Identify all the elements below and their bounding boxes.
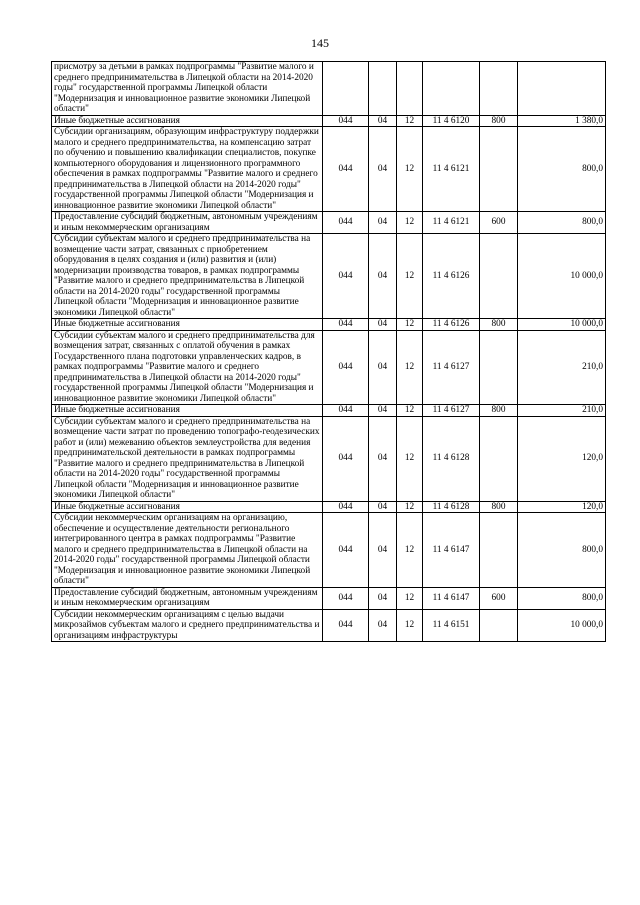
row-amount: 10 000,0 — [518, 319, 606, 331]
row-target-article-code: 11 4 6147 — [423, 513, 480, 588]
row-subsection-code: 12 — [397, 609, 423, 642]
table-row — [52, 513, 606, 588]
row-amount: 1 380,0 — [518, 115, 606, 127]
row-subsection-code: 12 — [397, 513, 423, 588]
table-row — [52, 234, 606, 319]
table-row — [52, 330, 606, 405]
table-row — [52, 587, 606, 609]
row-amount: 10 000,0 — [518, 609, 606, 642]
row-section-code: 04 — [369, 513, 397, 588]
row-section-code: 04 — [369, 501, 397, 513]
row-expense-type-code — [480, 513, 518, 588]
row-section-code: 04 — [369, 127, 397, 212]
row-subsection-code: 12 — [397, 115, 423, 127]
row-amount: 800,0 — [518, 127, 606, 212]
row-subsection-code: 12 — [397, 127, 423, 212]
row-section-code: 04 — [369, 330, 397, 405]
row-expense-type-code — [480, 416, 518, 501]
row-description: Иные бюджетные ассигнования — [52, 115, 323, 127]
row-subsection-code — [397, 62, 423, 116]
row-description: Субсидии субъектам малого и среднего предпринимательства для возмещения затрат, связанных с оплатой обучения в рамках Государственного плана подготовки управленческих кадров, в рамках подпрограммы "Развитие малого и среднего предпринимательства в Липецкой области на 2014-2020 годы" государственной программы Липецкой области "Модернизация и инновационное развитие экономики Липецкой области" — [52, 330, 323, 405]
row-target-article-code: 11 4 6126 — [423, 319, 480, 331]
table-row — [52, 319, 606, 331]
budget-table — [51, 61, 606, 642]
row-target-article-code: 11 4 6126 — [423, 234, 480, 319]
row-target-article-code: 11 4 6127 — [423, 405, 480, 417]
row-amount: 210,0 — [518, 405, 606, 417]
row-description: Иные бюджетные ассигнования — [52, 319, 323, 331]
row-description: Субсидии некоммерческим организациям на организацию, обеспечение и осуществление деятельности регионального интегрированного центра в рамках подпрограммы "Развитие малого и среднего предпринимательства в Липецкой области на 2014-2020 годы" государственной программы Липецкой области "Модернизация и инновационное развитие экономики Липецкой области" — [52, 513, 323, 588]
row-subsection-code: 12 — [397, 405, 423, 417]
row-subsection-code: 12 — [397, 416, 423, 501]
row-expense-type-code — [480, 62, 518, 116]
row-description: Субсидии некоммерческим организациям с целью выдачи микрозаймов субъектам малого и среднего предпринимательства и организациям инфраструктуры — [52, 609, 323, 642]
row-target-article-code — [423, 62, 480, 116]
row-target-article-code: 11 4 6121 — [423, 212, 480, 234]
row-target-article-code: 11 4 6147 — [423, 587, 480, 609]
row-ministry-code: 044 — [323, 330, 369, 405]
row-ministry-code: 044 — [323, 234, 369, 319]
row-description: Иные бюджетные ассигнования — [52, 405, 323, 417]
row-section-code — [369, 62, 397, 116]
row-amount: 800,0 — [518, 513, 606, 588]
row-expense-type-code: 800 — [480, 319, 518, 331]
table-row — [52, 127, 606, 212]
row-section-code: 04 — [369, 234, 397, 319]
row-amount — [518, 62, 606, 116]
table-row — [52, 212, 606, 234]
row-amount: 120,0 — [518, 416, 606, 501]
table-row — [52, 62, 606, 116]
row-description: Субсидии организациям, образующим инфраструктуру поддержки малого и среднего предпринимательства, на компенсацию затрат по обучению и повышению квалификации специалистов, покупке компьютерного оборудования и лицензионного программного обеспечения в рамках подпрограммы "Развитие малого и среднего предпринимательства в Липецкой области на 2014-2020 годы" государственной программы Липецкой области "Модернизация и инновационное развитие экономики Липецкой области" — [52, 127, 323, 212]
row-amount: 120,0 — [518, 501, 606, 513]
row-description: Субсидии субъектам малого и среднего предпринимательства на возмещение части затрат по проведению топографо-геодезических работ и (или) межеванию объектов землеустройства для ведения предпринимательской деятельности в рамках подпрограммы "Развитие малого и среднего предпринимательства в Липецкой области на 2014-2020 годы" государственной программы Липецкой области "Модернизация и инновационное развитие экономики Липецкой области" — [52, 416, 323, 501]
row-expense-type-code — [480, 609, 518, 642]
row-subsection-code: 12 — [397, 319, 423, 331]
row-section-code: 04 — [369, 587, 397, 609]
row-ministry-code — [323, 62, 369, 116]
row-ministry-code: 044 — [323, 127, 369, 212]
row-ministry-code: 044 — [323, 405, 369, 417]
row-expense-type-code: 800 — [480, 405, 518, 417]
budget-table-body — [52, 62, 606, 642]
table-row — [52, 416, 606, 501]
table-row — [52, 115, 606, 127]
row-section-code: 04 — [369, 212, 397, 234]
row-subsection-code: 12 — [397, 234, 423, 319]
page-number: 145 — [311, 36, 329, 50]
row-expense-type-code: 600 — [480, 212, 518, 234]
row-target-article-code: 11 4 6120 — [423, 115, 480, 127]
row-expense-type-code: 600 — [480, 587, 518, 609]
row-expense-type-code: 800 — [480, 115, 518, 127]
row-ministry-code: 044 — [323, 416, 369, 501]
row-target-article-code: 11 4 6151 — [423, 609, 480, 642]
row-ministry-code: 044 — [323, 587, 369, 609]
row-expense-type-code — [480, 234, 518, 319]
row-section-code: 04 — [369, 319, 397, 331]
row-target-article-code: 11 4 6127 — [423, 330, 480, 405]
row-expense-type-code: 800 — [480, 501, 518, 513]
row-description: Иные бюджетные ассигнования — [52, 501, 323, 513]
row-section-code: 04 — [369, 115, 397, 127]
row-ministry-code: 044 — [323, 609, 369, 642]
row-target-article-code: 11 4 6128 — [423, 501, 480, 513]
row-target-article-code: 11 4 6121 — [423, 127, 480, 212]
row-description: Субсидии субъектам малого и среднего предпринимательства на возмещение части затрат, связанных с приобретением оборудования в целях создания и (или) развития и (или) модернизации производства товаров, в рамках подпрограммы "Развитие малого и среднего предпринимательства в Липецкой области на 2014-2020 годы" государственной программы Липецкой области "Модернизация и инновационное развитие экономики Липецкой области" — [52, 234, 323, 319]
row-ministry-code: 044 — [323, 115, 369, 127]
table-row — [52, 501, 606, 513]
row-amount: 800,0 — [518, 212, 606, 234]
row-subsection-code: 12 — [397, 212, 423, 234]
row-ministry-code: 044 — [323, 212, 369, 234]
row-expense-type-code — [480, 127, 518, 212]
row-subsection-code: 12 — [397, 501, 423, 513]
row-target-article-code: 11 4 6128 — [423, 416, 480, 501]
row-amount: 210,0 — [518, 330, 606, 405]
row-ministry-code: 044 — [323, 319, 369, 331]
table-row — [52, 405, 606, 417]
row-amount: 800,0 — [518, 587, 606, 609]
row-subsection-code: 12 — [397, 587, 423, 609]
row-section-code: 04 — [369, 609, 397, 642]
row-description: присмотру за детьми в рамках подпрограммы "Развитие малого и среднего предпринимательства в Липецкой области на 2014-2020 годы" государственной программы Липецкой области "Модернизация и инновационное развитие экономики Липецкой области" — [52, 62, 323, 116]
row-section-code: 04 — [369, 405, 397, 417]
row-description: Предоставление субсидий бюджетным, автономным учреждениям и иным некоммерческим организациям — [52, 212, 323, 234]
row-section-code: 04 — [369, 416, 397, 501]
table-row — [52, 609, 606, 642]
row-amount: 10 000,0 — [518, 234, 606, 319]
row-expense-type-code — [480, 330, 518, 405]
row-subsection-code: 12 — [397, 330, 423, 405]
row-ministry-code: 044 — [323, 501, 369, 513]
row-description: Предоставление субсидий бюджетным, автономным учреждениям и иным некоммерческим организациям — [52, 587, 323, 609]
row-ministry-code: 044 — [323, 513, 369, 588]
